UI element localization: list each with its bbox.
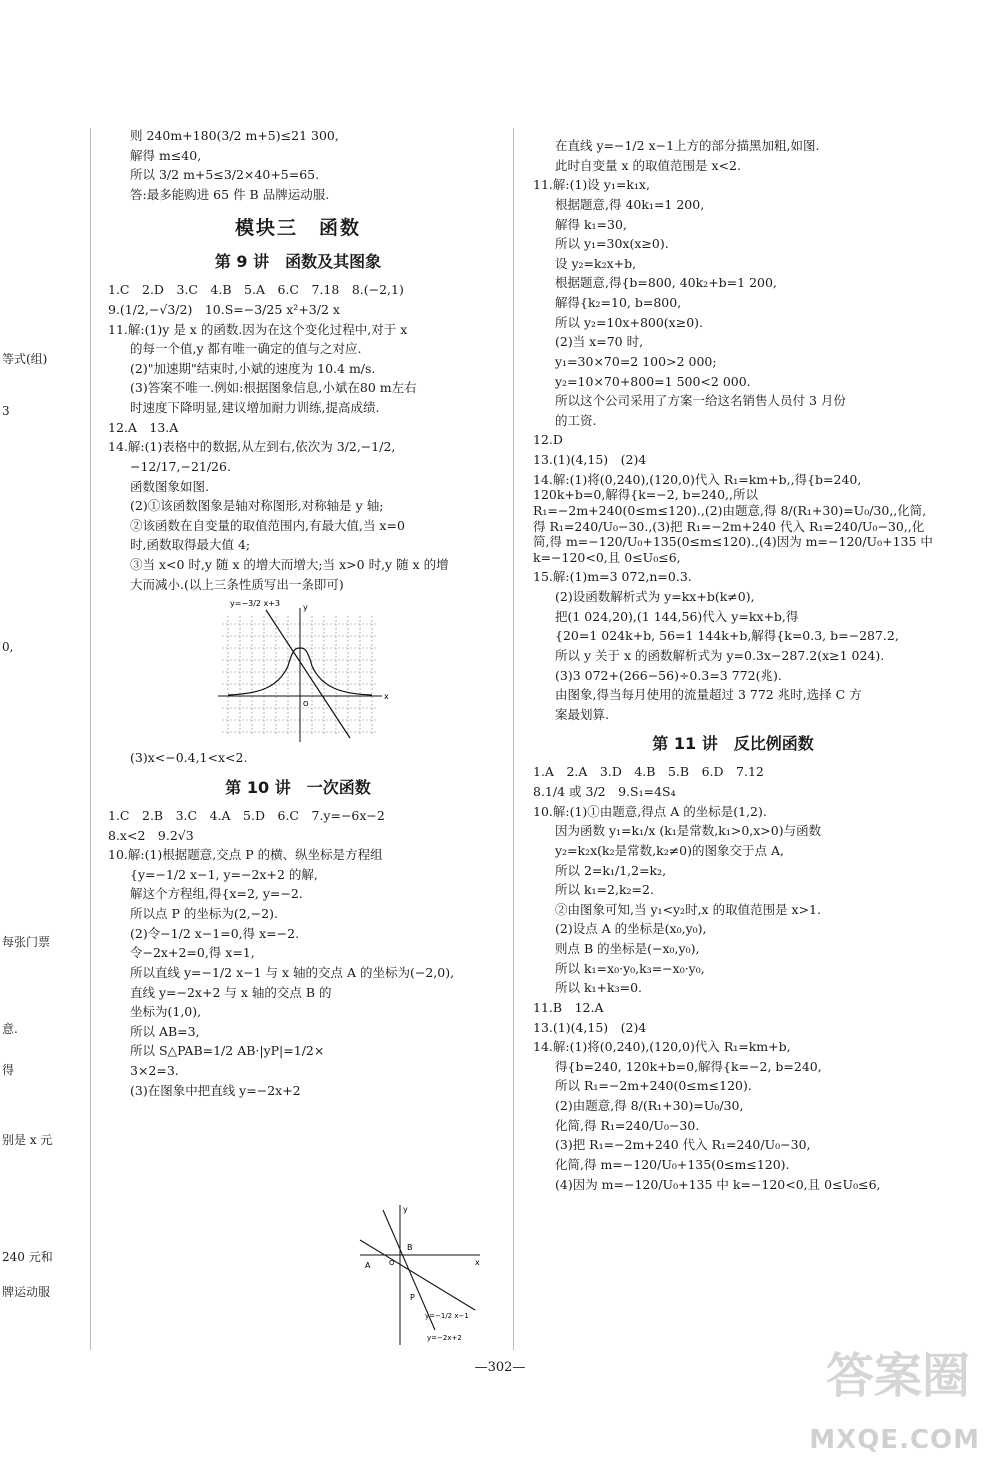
- q15-line: {20=1 024k+b, 56=1 144k+b,解得{k=0.3, b=−287.2,: [555, 628, 899, 644]
- intro-line: 解得 m≤40,: [130, 147, 202, 163]
- q15-line: 把(1 024,20),(1 144,56)代入 y=kx+b,得: [555, 608, 799, 624]
- cont-line: 此时自变量 x 的取值范围是 x<2.: [555, 157, 741, 173]
- q10-line: 所以 S△PAB=1/2 AB·|yP|=1/2×: [130, 1043, 325, 1059]
- q14-line: 得{b=240, 120k+b=0,解得{k=−2, b=240,: [555, 1058, 822, 1074]
- q13-answer: 13.(1)(4,15) (2)4: [533, 452, 647, 467]
- lecture-10-answers: 1.C 2.B 3.C 4.A 5.D 6.C 7.y=−6x−2: [108, 807, 385, 823]
- lecture-9-answers: 9.(1/2,−√3/2) 10.S=−3/25 x²+3/2 x: [108, 301, 340, 317]
- watermark-url: MXQE.COM: [809, 1424, 980, 1455]
- q11-line: 根据题意,得{b=800, 40k₂+b=1 200,: [555, 275, 777, 291]
- q11-line: (3)答案不唯一.例如:根据图象信息,小斌在80 m左右: [130, 380, 417, 396]
- q10-line: 所以点 P 的坐标为(2,−2).: [130, 906, 278, 921]
- graph-label-y2: y=−2x+2: [427, 1334, 462, 1342]
- q14-line: 大而减小.(以上三条性质写出一条即可): [130, 576, 344, 592]
- q11-line: 的工资.: [555, 412, 597, 428]
- point-a-label: A: [365, 1261, 371, 1270]
- q10-line: 所以直线 y=−1/2 x−1 与 x 轴的交点 A 的坐标为(−2,0),: [130, 964, 455, 980]
- q10-line: 所以 k₁=2,k₂=2.: [555, 882, 654, 898]
- q11-line: 设 y₂=k₂x+b,: [555, 255, 637, 271]
- gutter-fragment: 等式(组): [2, 352, 48, 366]
- lecture-9-answers: 1.C 2.D 3.C 4.B 5.A 6.C 7.18 8.(−2,1): [108, 282, 404, 298]
- q11-line: 11.解:(1)设 y₁=k₁x,: [533, 177, 650, 193]
- q14-function-graph: [208, 596, 388, 746]
- gutter-fragment: 0,: [2, 640, 14, 654]
- q10-line: 因为函数 y₁=k₁/x (k₁是常数,k₁>0,x>0)与函数: [555, 823, 822, 839]
- q15-line: 由图象,得当每月使用的流量超过 3 772 兆时,选择 C 方: [555, 687, 862, 703]
- intro-line: 则 240m+180(3/2 m+5)≤21 300,: [130, 128, 339, 143]
- lecture-11-answers: 1.A 2.A 3.D 4.B 5.B 6.D 7.12: [533, 764, 764, 780]
- q10-line: 所以 k₁=x₀·y₀,k₃=−x₀·y₀,: [555, 960, 705, 976]
- q12-answer: 12.D: [533, 432, 563, 448]
- q11-line: 解得 k₁=30,: [555, 216, 627, 232]
- q14-line: (4)因为 m=−120/U₀+135 中 k=−120<0,且 0≤U₀≤6,: [555, 1176, 881, 1192]
- x-axis-label: x: [384, 692, 389, 702]
- q10-line: 所以 k₁+k₃=0.: [555, 980, 643, 996]
- q11-line: 的每一个值,y 都有唯一确定的值与之对应.: [130, 341, 362, 357]
- q10-line: (3)在图象中把直线 y=−2x+2: [130, 1082, 301, 1098]
- q14-answer: 14.解:(1)将(0,240),(120,0)代入 R₁=km+b,,得{b=240, 120k+b=0,解得{k=−2, b=240,,所以 R₁=−2m+240(0≤m≤120).,(2)由题意,得 8/(R₁+30)=U₀/30,,化简,得 R₁=240/U₀−30.,(3)把 R₁=−2m+240 代入 R₁=240/U₀−30,,化简,得 m=−120/U₀+135(0≤m≤120).,(4)因为 m=−120/U₀+135 中 k=−120<0,且 0≤U₀≤6,: [533, 471, 937, 565]
- left-column: [108, 128, 488, 1102]
- left-gutter-cropped-page: [0, 0, 90, 1471]
- gutter-fragment: 每张门票: [2, 935, 51, 949]
- intro-line: 所以 3/2 m+5≤3/2×40+5=65.: [130, 167, 320, 183]
- q14-line: (2)①该函数图象是轴对称图形,对称轴是 y 轴;: [130, 498, 384, 514]
- q10-line-graph: [355, 1200, 485, 1350]
- x-axis-label: x: [475, 1258, 480, 1267]
- q14-line: 时,函数取得最大值 4;: [130, 537, 251, 553]
- q11-line: y₂=10×70+800=1 500<2 000.: [555, 373, 751, 389]
- q11-line: 根据题意,得 40k₁=1 200,: [555, 196, 705, 212]
- q10-line: 则点 B 的坐标是(−x₀,y₀),: [555, 941, 700, 956]
- lecture-9-title: 第 9 讲 函数及其图象: [214, 252, 382, 272]
- q14-line: (3)把 R₁=−2m+240 代入 R₁=240/U₀−30,: [555, 1137, 811, 1153]
- q10-line: 令−2x+2=0,得 x=1,: [130, 945, 255, 961]
- line-y1: [360, 1240, 475, 1310]
- gutter-fragment: 240 元和: [2, 1250, 53, 1264]
- q15-line: (3)3 072+(266−56)÷0.3=3 772(兆).: [555, 667, 782, 683]
- q10-line: {y=−1/2 x−1, y=−2x+2 的解,: [130, 866, 318, 882]
- point-p-label: P: [410, 1293, 415, 1302]
- left-column-rule: [90, 128, 91, 1350]
- gutter-fragment: 得: [2, 1063, 15, 1077]
- q14-line: (2)由题意,得 8/(R₁+30)=U₀/30,: [555, 1098, 744, 1113]
- graph-line-label: y=−3/2 x+3: [230, 599, 281, 609]
- q11-line: (2)当 x=70 时,: [555, 334, 644, 350]
- right-column: [533, 138, 937, 1196]
- gutter-fragment: 牌运动服: [2, 1285, 51, 1299]
- q11-line: 解得{k₂=10, b=800,: [555, 295, 682, 310]
- q11-12-answers: 11.B 12.A: [533, 999, 604, 1015]
- lecture-11-answers: 8.1/4 或 3/2 9.S₁=4S₄: [533, 784, 676, 799]
- q10-line: 坐标为(1,0),: [130, 1004, 202, 1020]
- gutter-fragment: 意.: [2, 1022, 18, 1036]
- q14-line: ②该函数在自变量的取值范围内,有最大值,当 x=0: [130, 517, 405, 533]
- y-axis-label: y: [403, 1205, 408, 1214]
- point-b-label: B: [407, 1243, 413, 1252]
- q10-line: 直线 y=−2x+2 与 x 轴的交点 B 的: [130, 984, 332, 1000]
- q10-line: y₂=k₂x(k₂是常数,k₂≠0)的图象交于点 A,: [555, 842, 784, 858]
- q11-line: 时速度下降明显,建议增加耐力训练,提高成绩.: [130, 400, 380, 415]
- q11-line: (2)"加速期"结束时,小斌的速度为 10.4 m/s.: [130, 360, 376, 376]
- q14-line: 化简,得 R₁=240/U₀−30.: [555, 1117, 700, 1133]
- q10-line: (2)令−1/2 x−1=0,得 x=−2.: [130, 925, 300, 941]
- q11-line: 所以这个公司采用了方案一给这名销售人员付 3 月份: [555, 393, 846, 409]
- q11-line: 11.解:(1)y 是 x 的函数.因为在这个变化过程中,对于 x: [108, 321, 408, 337]
- q12-13-answers: 12.A 13.A: [108, 419, 179, 435]
- q14-line: 函数图象如图.: [130, 478, 209, 494]
- q14-line: 14.解:(1)将(0,240),(120,0)代入 R₁=km+b,: [533, 1039, 791, 1055]
- q15-line: (2)设函数解析式为 y=kx+b(k≠0),: [555, 589, 755, 604]
- q10-line: 解这个方程组,得{x=2, y=−2.: [130, 886, 303, 902]
- q14-line: 化简,得 m=−120/U₀+135(0≤m≤120).: [555, 1156, 790, 1172]
- q10-line: 10.解:(1)①由题意,得点 A 的坐标是(1,2).: [533, 803, 767, 819]
- q14-line: ③当 x<0 时,y 随 x 的增大而增大;当 x>0 时,y 随 x 的增: [130, 557, 449, 572]
- q11-line: y₁=30×70=2 100>2 000;: [555, 353, 717, 369]
- q11-line: 所以 y₁=30x(x≥0).: [555, 236, 669, 252]
- lecture-10-answers: 8.x<2 9.2√3: [108, 827, 194, 843]
- lecture-10-title: 第 10 讲 一次函数: [225, 777, 371, 797]
- origin-label: O: [389, 1259, 395, 1267]
- y-axis-label: y: [303, 603, 308, 613]
- origin-label: O: [303, 700, 309, 709]
- q10-line: (2)设点 A 的坐标是(x₀,y₀),: [555, 921, 707, 937]
- q14-part3: (3)x<−0.4,1<x<2.: [130, 750, 248, 766]
- center-column-rule: [513, 128, 514, 1350]
- module-title: 模块三 函数: [234, 216, 361, 239]
- page-number: —302—: [474, 1360, 526, 1375]
- q10-line: 所以 2=k₁/1,2=k₂,: [555, 862, 667, 878]
- linear-line: [266, 610, 350, 738]
- q10-line: 3×2=3.: [130, 1063, 179, 1078]
- gutter-fragment: 别是 x 元: [2, 1133, 53, 1147]
- watermark-logo: [780, 1346, 980, 1456]
- watermark-text: 答案圈: [825, 1348, 970, 1404]
- graph-label-y1: y=−1/2 x−1: [425, 1312, 469, 1320]
- q15-line: 所以 y 关于 x 的函数解析式为 y=0.3x−287.2(x≥1 024).: [555, 647, 885, 663]
- intro-line: 答:最多能购进 65 件 B 品牌运动服.: [130, 186, 330, 202]
- q11-line: 所以 y₂=10x+800(x≥0).: [555, 314, 704, 330]
- q14-line: 所以 R₁=−2m+240(0≤m≤120).: [555, 1078, 752, 1094]
- q13-answer: 13.(1)(4,15) (2)4: [533, 1019, 647, 1035]
- cont-line: 在直线 y=−1/2 x−1上方的部分描黑加粗,如图.: [555, 138, 820, 153]
- gutter-fragment: 3: [2, 404, 10, 418]
- q15-line: 15.解:(1)m=3 072,n=0.3.: [533, 569, 692, 585]
- q14-line: −12/17,−21/26.: [130, 458, 231, 474]
- q15-line: 案最划算.: [555, 706, 609, 722]
- q10-line: 10.解:(1)根据题意,交点 P 的横、纵坐标是方程组: [108, 847, 383, 863]
- lecture-11-title: 第 11 讲 反比例函数: [652, 734, 814, 754]
- q10-line: 所以 AB=3,: [130, 1023, 200, 1039]
- q10-line: ②由图象可知,当 y₁<y₂时,x 的取值范围是 x>1.: [555, 901, 821, 917]
- q14-line: 14.解:(1)表格中的数据,从左到右,依次为 3/2,−1/2,: [108, 439, 396, 455]
